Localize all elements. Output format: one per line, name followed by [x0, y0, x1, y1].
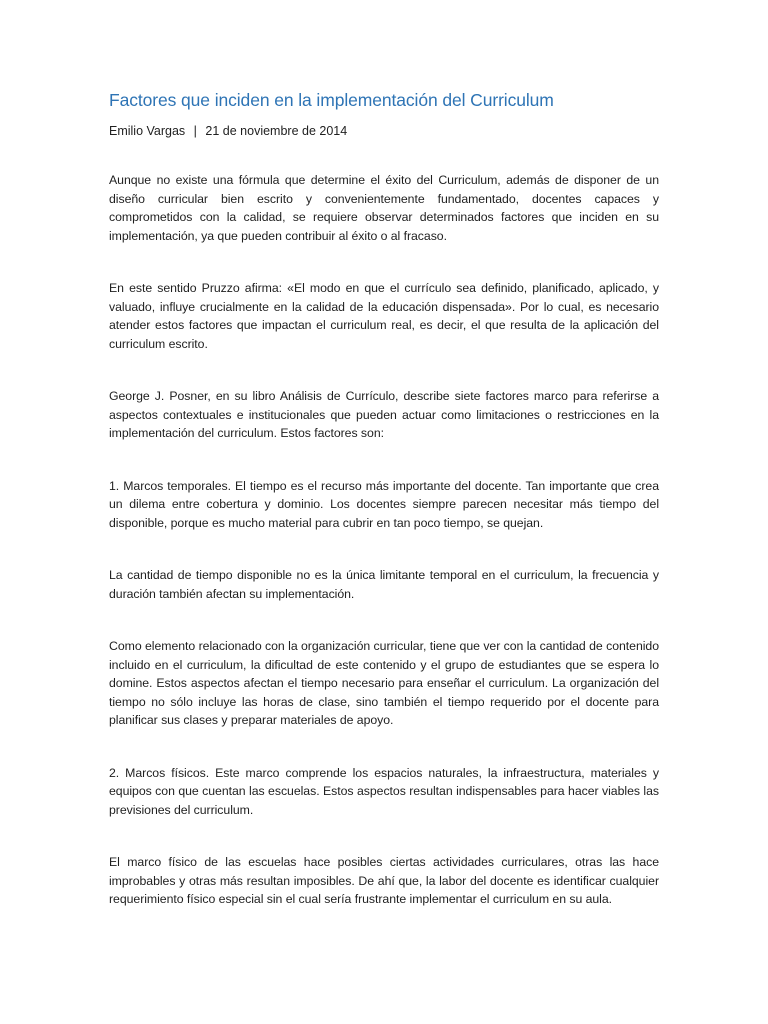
byline-separator: |: [193, 124, 197, 138]
document-page: [109, 88, 659, 909]
paragraph-pruzzo-quote: En este sentido Pruzzo afirma: «El modo en que el currículo sea definido, planificado, aplicado, y valuado, influye crucialmente en la calidad de la educación dispensada». Por lo cual, es necesario atender estos factores que impactan el curriculum real, es decir, el que resulta de la aplicación del curriculum escrito.: [109, 281, 659, 351]
paragraph-organizacion-curricular: Como elemento relacionado con la organización curricular, tiene que ver con la cantidad de contenido incluido en el curriculum, la dificultad de este contenido y el grupo de estudiantes que se espera lo domine. Estos aspectos afectan el tiempo necesario para enseñar el curriculum. La organización del tiempo no sólo incluye las horas de clase, sino también el tiempo requerido por el docente para planificar sus clases y preparar materiales de apoyo.: [109, 639, 659, 727]
paragraph-marco-fisico-escuelas: El marco físico de las escuelas hace posibles ciertas actividades curriculares, otras las hace improbables y otras más resultan imposibles. De ahí que, la labor del docente es identificar cualquier requerimiento físico especial sin el cual sería frustrante implementar el curriculum en su aula.: [109, 855, 659, 906]
byline: [109, 122, 659, 140]
paragraph-marcos-temporales: 1. Marcos temporales. El tiempo es el recurso más importante del docente. Tan importante que crea un dilema entre cobertura y dominio. Los docentes siempre parecen necesitar más tiempo del disponible, porque es mucho material para cubrir en tan poco tiempo, se quejan.: [109, 478, 659, 530]
paragraph-cantidad-tiempo: La cantidad de tiempo disponible no es la única limitante temporal en el curriculum, la frecuencia y duración también afectan su implementación.: [109, 568, 659, 601]
paragraph-marcos-fisicos: 2. Marcos físicos. Este marco comprende los espacios naturales, la infraestructura, materiales y equipos con que cuentan las escuelas. Estos aspectos resultan indispensables para hacer viables las previsiones del curriculum.: [109, 765, 659, 817]
document-title: Factores que inciden en la implementación del Curriculum: [109, 90, 554, 110]
publication-date: 21 de noviembre de 2014: [205, 124, 348, 138]
paragraph-intro: Aunque no existe una fórmula que determine el éxito del Curriculum, además de disponer de un diseño curricular bien escrito y convenientemente fundamentado, docentes capaces y comprometidos con la calidad, se requiere observar determinados factores que inciden en su implementación, ya que pueden contribuir al éxito o al fracaso.: [109, 173, 659, 243]
paragraph-posner: George J. Posner, en su libro Análisis de Currículo, describe siete factores marco para referirse a aspectos contextuales e institucionales que pueden actuar como limitaciones o restricciones en la implementación del curriculum. Estos factores son:: [109, 389, 659, 440]
author-name: Emilio Vargas: [109, 124, 186, 138]
